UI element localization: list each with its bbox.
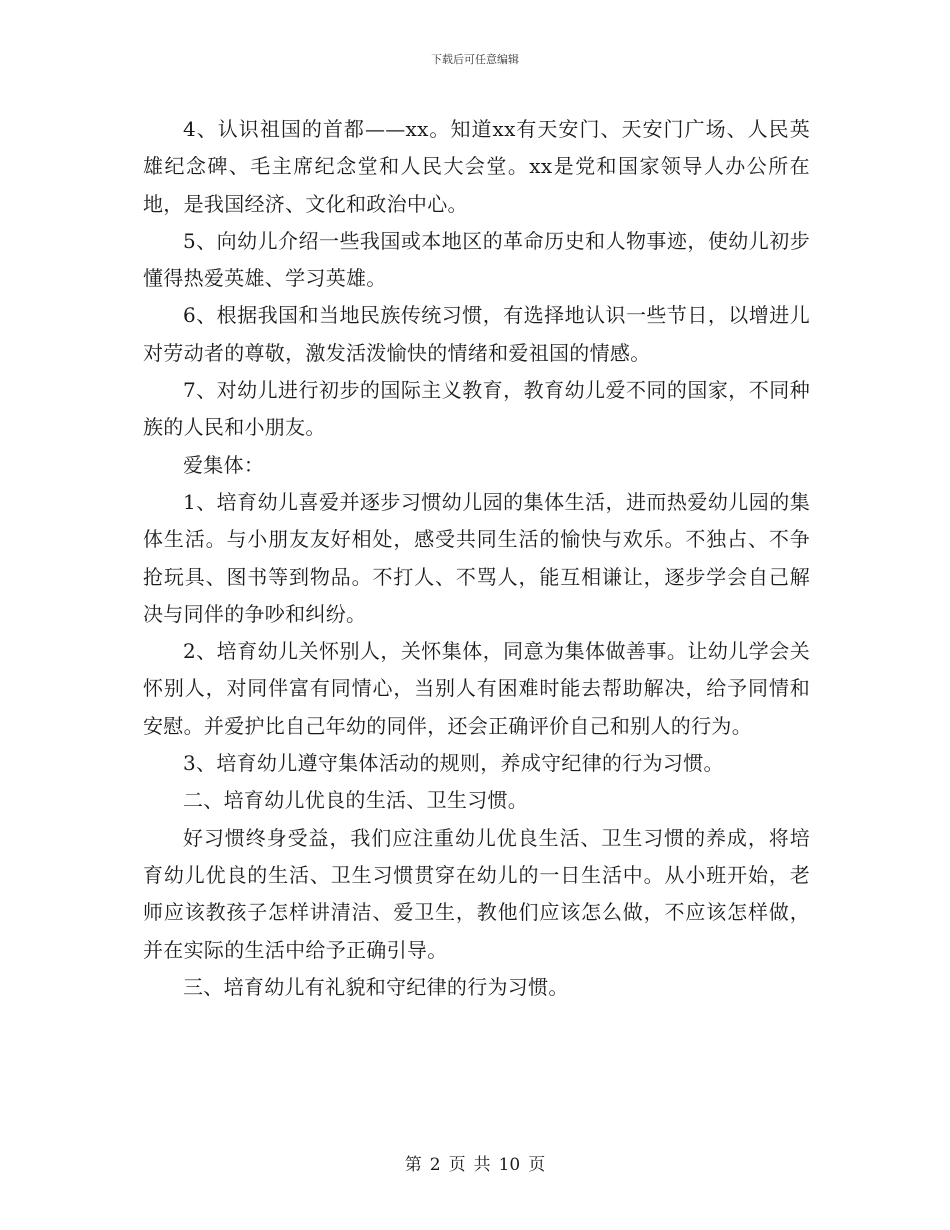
paragraph-caring-others: 2、培育幼儿关怀别人，关怀集体，同意为集体做善事。让幼儿学会关怀别人，对同伴富有同情心，当别人有困难时能去帮助解决，给予同情和安慰。并爱护比自己年幼的同伴，还会正确评价自己和别人的行为。 (143, 639, 810, 738)
paragraph-revolution-history: 5、向幼儿介绍一些我国或本地区的革命历史和人物事迹，使幼儿初步懂得热爱英雄、学习英雄。 (143, 228, 810, 291)
paragraph-collective-life: 1、培育幼儿喜爱并逐步习惯幼儿园的集体生活，进而热爱幼儿园的集体生活。与小朋友友好相处，感受共同生活的愉快与欢乐。不独占、不争抢玩具、图书等到物品。不打人、不骂人，能互相谦让，逐步学会自己解决与同伴的争吵和纠纷。 (143, 489, 810, 626)
page-footer (0, 1155, 950, 1175)
paragraph-festivals: 6、根据我国和当地民族传统习惯，有选择地认识一些节日，以增进儿对劳动者的尊敬，激发活泼愉快的情绪和爱祖国的情感。 (143, 303, 810, 365)
page-header (0, 53, 950, 67)
document-body (143, 111, 810, 1006)
section-heading-collective: 爱集体： (183, 452, 265, 477)
header-note: 下载后可任意编辑 (431, 53, 519, 66)
section-heading-habits: 二、培育幼儿优良的生活、卫生习惯。 (183, 788, 529, 813)
footer-page-number: 2 (429, 1155, 441, 1175)
footer-suffix: 页 (528, 1155, 546, 1175)
paragraph-good-habits: 好习惯终身受益，我们应注重幼儿优良生活、卫生习惯的养成，将培育幼儿优良的生活、卫生习惯贯穿在幼儿的一日生活中。从小班开始，老师应该教孩子怎样讲清洁、爱卫生，教他们应该怎么做，不应该怎样做，并在实际的生活中给予正确引导。 (143, 825, 810, 962)
paragraph-capital: 4、认识祖国的首都——xx。知道xx有天安门、天安门广场、人民英雄纪念碑、毛主席纪念堂和人民大会堂。xx是党和国家领导人办公所在地，是我国经济、文化和政治中心。 (143, 117, 810, 216)
footer-page-word: 页 (448, 1155, 466, 1175)
paragraph-rules: 3、培育幼儿遵守集体活动的规则，养成守纪律的行为习惯。 (183, 751, 724, 776)
footer-total-label: 共 (473, 1155, 491, 1175)
section-heading-manners: 三、培育幼儿有礼貌和守纪律的行为习惯。 (183, 974, 569, 999)
footer-total-pages: 10 (498, 1155, 521, 1175)
footer-prefix: 第 (404, 1155, 422, 1175)
paragraph-internationalism: 7、对幼儿进行初步的国际主义教育，教育幼儿爱不同的国家，不同种族的人民和小朋友。 (143, 378, 810, 440)
